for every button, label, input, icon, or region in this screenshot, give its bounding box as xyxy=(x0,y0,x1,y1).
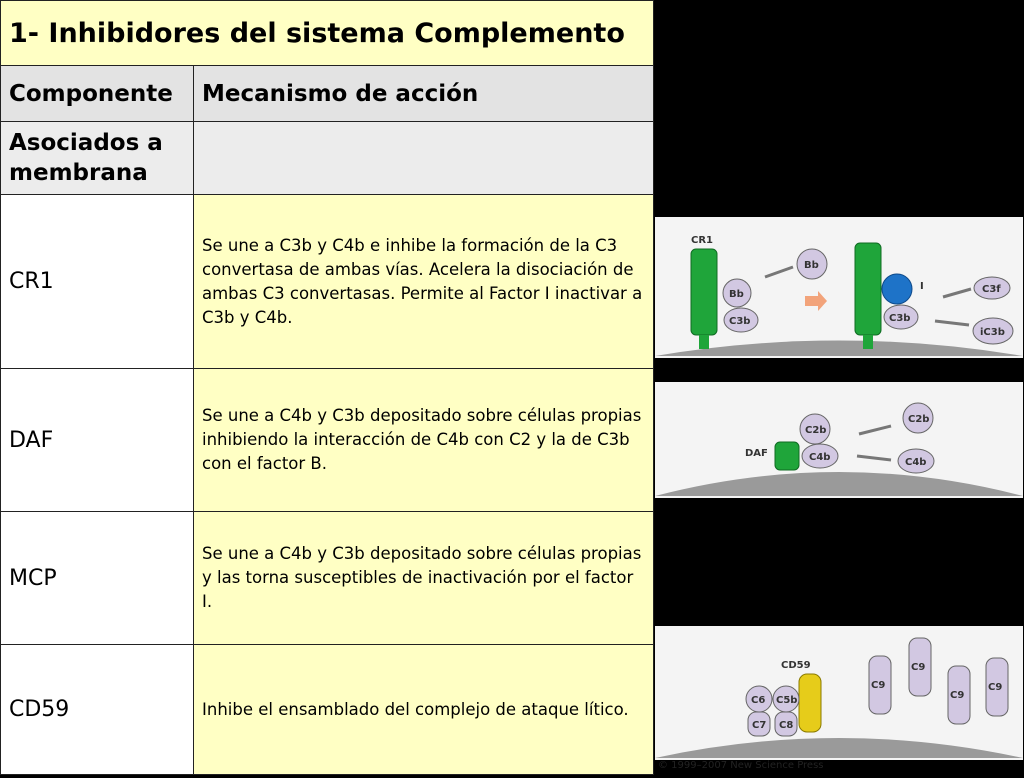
table-row xyxy=(1,512,654,645)
c6-label: C6 xyxy=(751,695,766,706)
header-component: Componente xyxy=(1,66,194,122)
arrow-icon xyxy=(765,267,793,277)
c4b-released-label: C4b xyxy=(905,457,927,468)
mechanism-cell: Inhibe el ensamblado del complejo de ataque lítico. xyxy=(194,645,654,775)
component-cell: MCP xyxy=(1,512,194,645)
c2b-label: C2b xyxy=(805,425,827,436)
c7-label: C7 xyxy=(752,720,767,731)
c3b-label: C3b xyxy=(889,313,911,324)
copyright-credit: © 1999–2007 New Science Press xyxy=(658,760,824,771)
c5b-label: C5b xyxy=(776,695,798,706)
c9-label: C9 xyxy=(988,682,1003,693)
table-title: 1- Inhibidores del sistema Complemento xyxy=(1,1,654,66)
cd59-label: CD59 xyxy=(781,660,811,671)
bb-label: Bb xyxy=(729,289,744,300)
cd59-protein-icon xyxy=(799,674,821,732)
component-cell: CD59 xyxy=(1,645,194,775)
daf-receptor-icon xyxy=(775,442,799,470)
bb-released-label: Bb xyxy=(804,260,819,271)
category-empty-cell xyxy=(194,122,654,195)
transition-arrow-icon xyxy=(805,291,827,311)
table-row xyxy=(1,195,654,369)
arrow-icon xyxy=(943,289,971,297)
mechanism-cell: Se une a C4b y C3b depositado sobre células propias y las torna susceptibles de inactivación por el factor I. xyxy=(194,512,654,645)
c3b-label: C3b xyxy=(729,316,751,327)
component-cell: DAF xyxy=(1,369,194,512)
table-row xyxy=(1,645,654,775)
cr1-stalk-icon xyxy=(863,335,873,349)
c9-label: C9 xyxy=(950,690,965,701)
cd59-figure xyxy=(655,626,1023,760)
table-row xyxy=(1,369,654,512)
header-row xyxy=(1,66,654,122)
factor-i-label: I xyxy=(920,281,924,292)
cr1-receptor-label: CR1 xyxy=(691,235,713,246)
c9-label: C9 xyxy=(911,662,926,673)
category-label: Asociados a membrana xyxy=(1,122,194,195)
c3f-label: C3f xyxy=(982,284,1001,295)
mechanism-cell: Se une a C4b y C3b depositado sobre células propias inhibiendo la interacción de C4b con C2 y la de C3b con el factor B. xyxy=(194,369,654,512)
cr1-figure xyxy=(655,217,1023,358)
c9-label: C9 xyxy=(871,680,886,691)
c8-label: C8 xyxy=(779,720,794,731)
ic3b-label: iC3b xyxy=(980,327,1005,338)
cr1-stalk-icon xyxy=(699,335,709,349)
daf-label: DAF xyxy=(745,448,768,459)
cr1-receptor-icon xyxy=(691,249,717,335)
c2b-released-label: C2b xyxy=(908,414,930,425)
arrow-icon xyxy=(935,321,969,325)
category-row xyxy=(1,122,654,195)
c4b-label: C4b xyxy=(809,452,831,463)
arrow-icon xyxy=(859,426,891,434)
component-cell: CR1 xyxy=(1,195,194,369)
factor-i-icon xyxy=(882,274,912,304)
header-mechanism: Mecanismo de acción xyxy=(194,66,654,122)
cr1-receptor-icon xyxy=(855,243,881,335)
daf-figure xyxy=(655,382,1023,498)
arrow-icon xyxy=(857,456,891,460)
mechanism-cell: Se une a C3b y C4b e inhibe la formación de la C3 convertasa de ambas vías. Acelera la disociación de ambas C3 convertasas. Permite al Factor I inactivar a C3b y C4b. xyxy=(194,195,654,369)
